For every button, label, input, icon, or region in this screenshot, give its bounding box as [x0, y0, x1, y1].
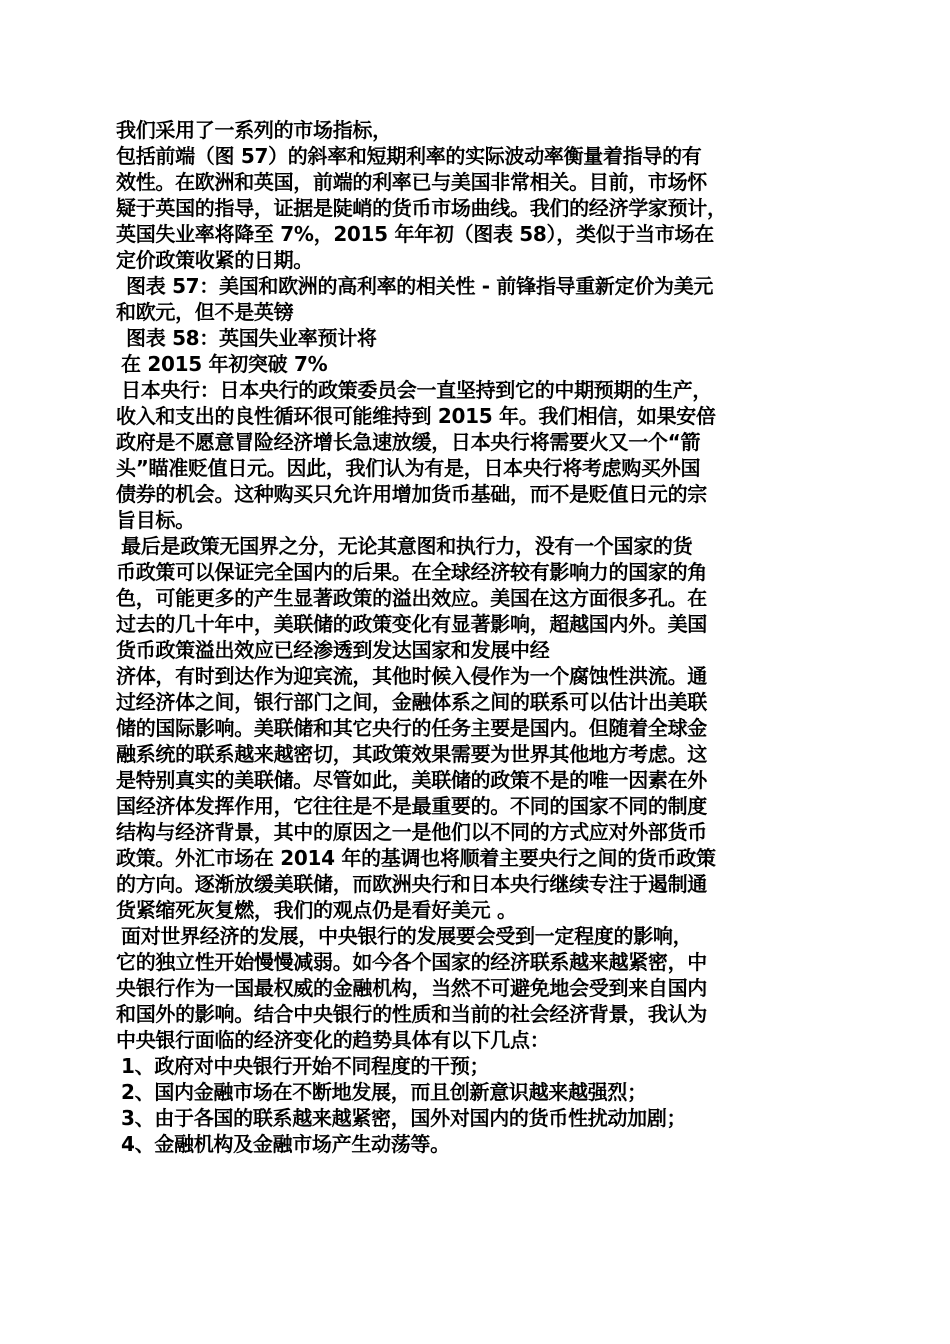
document-body — [116, 117, 846, 1157]
figure-caption: 和欧元，但不是英镑 — [116, 300, 294, 324]
paragraph-line: 政策。外汇市场在 2014 年的基调也将顺着主要央行之间的货币政策 — [116, 846, 716, 870]
paragraph-line: 和国外的影响。结合中央银行的性质和当前的社会经济背景，我认为 — [116, 1002, 707, 1026]
paragraph-line: 效性。在欧洲和英国，前端的利率已与美国非常相关。目前，市场怀 — [116, 170, 707, 194]
paragraph-line: 的方向。逐渐放缓美联储，而欧洲央行和日本央行继续专注于遏制通 — [116, 872, 707, 896]
figure-caption: 在 2015 年初突破 7% — [121, 352, 328, 376]
paragraph-line: 它的独立性开始慢慢减弱。如今各个国家的经济联系越来越紧密，中 — [116, 950, 707, 974]
paragraph-line: 央银行作为一国最权威的金融机构，当然不可避免地会受到来自国内 — [116, 976, 707, 1000]
paragraph-line: 日本央行：日本央行的政策委员会一直坚持到它的中期预期的生产， — [121, 378, 712, 402]
paragraph-line: 英国失业率将降至 7%，2015 年年初（图表 58），类似于当市场在 — [116, 222, 714, 246]
paragraph-line: 货币政策溢出效应已经渗透到发达国家和发展中经 — [116, 638, 550, 662]
list-item: 4、金融机构及金融市场产生动荡等。 — [121, 1132, 450, 1156]
list-item: 1、政府对中央银行开始不同程度的干预； — [121, 1054, 490, 1078]
paragraph-line: 面对世界经济的发展，中央银行的发展要会受到一定程度的影响， — [121, 924, 693, 948]
list-item: 3、由于各国的联系越来越紧密，国外对国内的货币性扰动加剧； — [121, 1106, 687, 1130]
paragraph-line: 中央银行面临的经济变化的趋势具体有以下几点： — [116, 1028, 550, 1052]
paragraph-line: 融系统的联系越来越密切，其政策效果需要为世界其他地方考虑。这 — [116, 742, 707, 766]
paragraph-line: 头”瞄准贬值日元。因此，我们认为有是，日本央行将考虑购买外国 — [116, 456, 701, 480]
paragraph-line: 包括前端（图 57）的斜率和短期利率的实际波动率衡量着指导的有 — [116, 144, 702, 168]
paragraph-line: 结构与经济背景，其中的原因之一是他们以不同的方式应对外部货币 — [116, 820, 707, 844]
paragraph-line: 我们采用了一系列的市场指标， — [116, 118, 392, 142]
paragraph-line: 债券的机会。这种购买只允许用增加货币基础，而不是贬值日元的宗 — [116, 482, 707, 506]
paragraph-line: 储的国际影响。美联储和其它央行的任务主要是国内。但随着全球金 — [116, 716, 707, 740]
paragraph-line: 定价政策收紧的日期。 — [116, 248, 313, 272]
paragraph-line: 疑于英国的指导，证据是陡峭的货币市场曲线。我们的经济学家预计， — [116, 196, 727, 220]
paragraph-line: 币政策可以保证完全国内的后果。在全球经济较有影响力的国家的角 — [116, 560, 707, 584]
paragraph-line: 最后是政策无国界之分，无论其意图和执行力，没有一个国家的货 — [121, 534, 693, 558]
list-item: 2、国内金融市场在不断地发展，而且创新意识越来越强烈； — [121, 1080, 647, 1104]
paragraph-line: 旨目标。 — [116, 508, 195, 532]
paragraph-line: 收入和支出的良性循环很可能维持到 2015 年。我们相信，如果安倍 — [116, 404, 716, 428]
paragraph-line: 国经济体发挥作用，它往往是不是最重要的。不同的国家不同的制度 — [116, 794, 707, 818]
paragraph-line: 色，可能更多的产生显著政策的溢出效应。美国在这方面很多孔。在 — [116, 586, 707, 610]
figure-caption: 图表 58：英国失业率预计将 — [126, 326, 377, 350]
paragraph-line: 是特别真实的美联储。尽管如此，美联储的政策不是的唯一因素在外 — [116, 768, 707, 792]
paragraph-line: 过经济体之间，银行部门之间，金融体系之间的联系可以估计出美联 — [116, 690, 707, 714]
paragraph-line: 货紧缩死灰复燃，我们的观点仍是看好美元 。 — [116, 898, 517, 922]
paragraph-line: 政府是不愿意冒险经济增长急速放缓，日本央行将需要火又一个“箭 — [116, 430, 701, 454]
paragraph-line: 过去的几十年中，美联储的政策变化有显著影响，超越国内外。美国 — [116, 612, 707, 636]
figure-caption: 图表 57：美国和欧洲的高利率的相关性 - 前锋指导重新定价为美元 — [126, 274, 714, 298]
paragraph-line: 济体，有时到达作为迎宾流，其他时候入侵作为一个腐蚀性洪流。通 — [116, 664, 707, 688]
